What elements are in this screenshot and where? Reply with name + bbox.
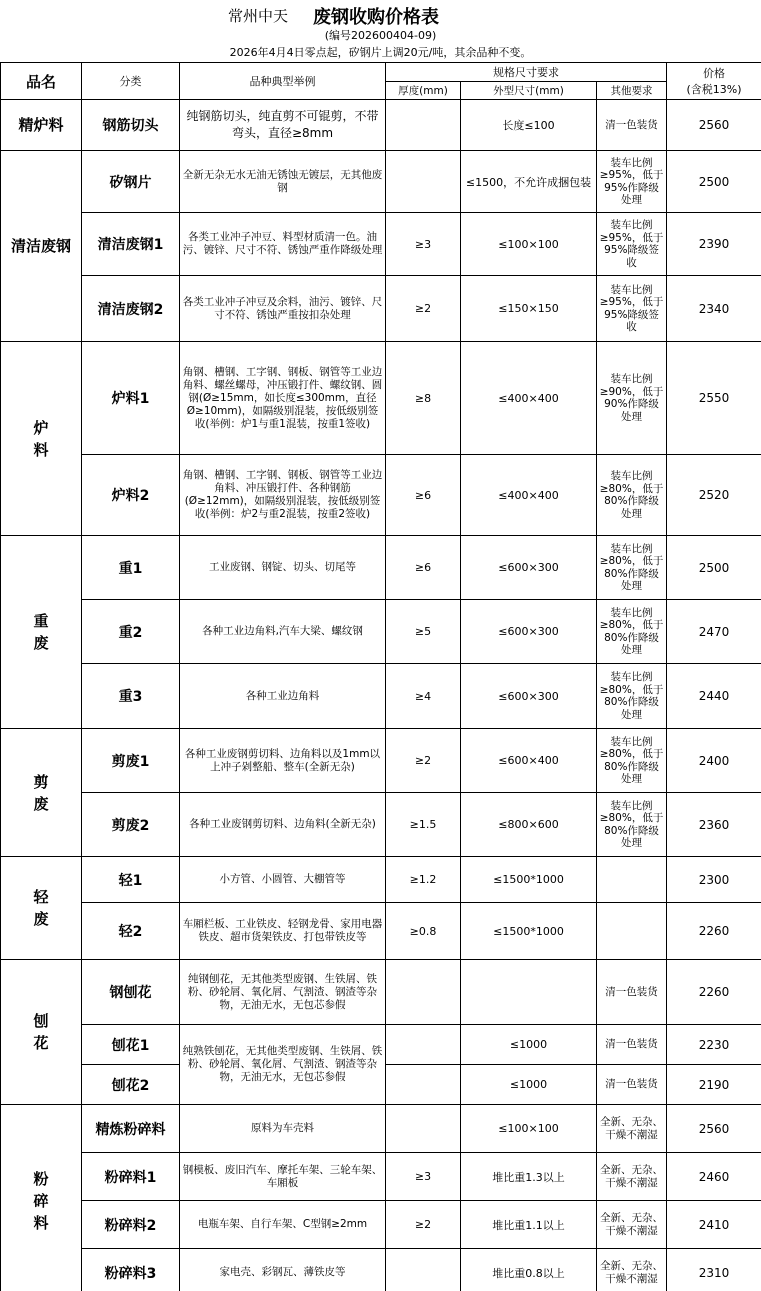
row-other: 全新、无杂、干燥不潮湿 — [597, 1249, 667, 1291]
row-thickness — [386, 960, 461, 1025]
row-example: 各种工业边角料,汽车大梁、螺纹钢 — [180, 600, 386, 664]
row-other: 装车比例≥80%，低于80%作降级处理 — [597, 793, 667, 857]
row-other — [597, 857, 667, 903]
row-thickness — [386, 151, 461, 213]
group-name: 清洁废钢 — [1, 151, 82, 342]
row-category: 钢筋切头 — [82, 100, 180, 151]
row-category: 清洁废钢1 — [82, 213, 180, 276]
row-price: 2260 — [667, 960, 761, 1025]
row-price: 2390 — [667, 213, 761, 276]
table-row — [1, 213, 761, 276]
table-row — [1, 729, 761, 793]
row-price: 2550 — [667, 342, 761, 455]
row-category: 矽钢片 — [82, 151, 180, 213]
row-price: 2470 — [667, 600, 761, 664]
row-other — [597, 903, 667, 960]
table-row — [1, 1153, 761, 1201]
row-size: 堆比重1.1以上 — [461, 1201, 597, 1249]
row-example: 各种工业废钢剪切料、边角料(全新无杂) — [180, 793, 386, 857]
row-price: 2230 — [667, 1025, 761, 1065]
row-size: 长度≤100 — [461, 100, 597, 151]
row-example: 纯钢刨花，无其他类型废钢、生铁屑、铁粉、砂轮屑、氧化屑、气割渣、钢渣等杂物，无油无水，无包芯参假 — [180, 960, 386, 1025]
table-row — [1, 100, 761, 151]
row-thickness: ≥3 — [386, 213, 461, 276]
row-thickness: ≥2 — [386, 276, 461, 342]
table-row — [1, 903, 761, 960]
row-price: 2300 — [667, 857, 761, 903]
table-row — [1, 1201, 761, 1249]
row-price: 2340 — [667, 276, 761, 342]
row-category: 炉料2 — [82, 455, 180, 536]
row-size: ≤600×300 — [461, 664, 597, 729]
row-other: 清一色装货 — [597, 960, 667, 1025]
row-other: 清一色装货 — [597, 1065, 667, 1105]
row-thickness — [386, 1025, 461, 1065]
row-thickness: ≥6 — [386, 455, 461, 536]
row-size: ≤600×400 — [461, 729, 597, 793]
header-other: 其他要求 — [597, 82, 667, 100]
row-other: 装车比例≥90%，低于90%作降级处理 — [597, 342, 667, 455]
row-price: 2360 — [667, 793, 761, 857]
group-name: 轻 废 — [1, 857, 82, 960]
row-category: 精炼粉碎料 — [82, 1105, 180, 1153]
row-example: 纯钢筋切头，纯直剪不可锟剪，不带弯头，直径≥8mm — [180, 100, 386, 151]
row-price: 2460 — [667, 1153, 761, 1201]
row-size: ≤100×100 — [461, 213, 597, 276]
row-category: 剪废1 — [82, 729, 180, 793]
row-category: 刨花2 — [82, 1065, 180, 1105]
table-row — [1, 1105, 761, 1153]
row-price: 2440 — [667, 664, 761, 729]
row-example: 家电壳、彩钢瓦、薄铁皮等 — [180, 1249, 386, 1291]
row-thickness: ≥1.2 — [386, 857, 461, 903]
row-example: 各类工业冲子冲豆、料型材质清一色。油污、镀锌、尺寸不符、锈蚀严重作降级处理 — [180, 213, 386, 276]
table-row — [1, 1025, 761, 1065]
row-thickness — [386, 100, 461, 151]
row-thickness — [386, 1249, 461, 1291]
header-price-note: (含税13%) — [686, 83, 742, 96]
row-example: 小方管、小圆管、大棚管等 — [180, 857, 386, 903]
header-price — [667, 63, 761, 100]
row-example: 各类工业冲子冲豆及余料，油污、镀锌、尺寸不符、锈蚀严重按扣杂处理 — [180, 276, 386, 342]
header-spec-group: 规格尺寸要求 — [386, 63, 667, 82]
table-row — [1, 1249, 761, 1291]
row-other: 装车比例≥95%，低于95%降级签收 — [597, 276, 667, 342]
row-other: 清一色装货 — [597, 100, 667, 151]
row-size: ≤800×600 — [461, 793, 597, 857]
row-thickness: ≥3 — [386, 1153, 461, 1201]
row-thickness: ≥6 — [386, 536, 461, 600]
row-thickness — [386, 1105, 461, 1153]
header-row — [1, 63, 761, 82]
row-price: 2260 — [667, 903, 761, 960]
table-row — [1, 455, 761, 536]
row-other: 装车比例≥80%，低于80%作降级处理 — [597, 600, 667, 664]
table-row — [1, 960, 761, 1025]
header-examples: 品种典型举例 — [180, 63, 386, 100]
row-thickness: ≥5 — [386, 600, 461, 664]
row-example: 各种工业废钢剪切料、边角料以及1mm以上冲子剁整船、整车(全新无杂) — [180, 729, 386, 793]
row-category: 钢刨花 — [82, 960, 180, 1025]
table-row — [1, 536, 761, 600]
row-other: 装车比例≥80%，低于80%作降级处理 — [597, 455, 667, 536]
row-other: 全新、无杂、干燥不潮湿 — [597, 1201, 667, 1249]
row-size: ≤400×400 — [461, 455, 597, 536]
row-category: 轻1 — [82, 857, 180, 903]
row-category: 剪废2 — [82, 793, 180, 857]
row-other: 全新、无杂、干燥不潮湿 — [597, 1153, 667, 1201]
row-size: ≤600×300 — [461, 536, 597, 600]
header-category: 分类 — [82, 63, 180, 100]
row-example: 全新无杂无水无油无锈蚀无镀层，无其他废钢 — [180, 151, 386, 213]
row-price: 2500 — [667, 536, 761, 600]
table-row — [1, 600, 761, 664]
row-price: 2190 — [667, 1065, 761, 1105]
row-other: 装车比例≥80%，低于80%作降级处理 — [597, 729, 667, 793]
price-table — [0, 62, 761, 1291]
row-example: 工业废钢、钢锭、切头、切尾等 — [180, 536, 386, 600]
row-example: 角钢、槽钢、工字钢、钢板、钢管等工业边角料、冲压锻打件、各种钢筋(Ø≥12mm)，如隔级别混装，按低级别签收(举例：炉2与重2混装，按重2签收) — [180, 455, 386, 536]
row-thickness — [386, 1065, 461, 1105]
row-price: 2410 — [667, 1201, 761, 1249]
row-price: 2400 — [667, 729, 761, 793]
group-name: 炉 料 — [1, 342, 82, 536]
row-size: ≤1000 — [461, 1025, 597, 1065]
row-thickness: ≥0.8 — [386, 903, 461, 960]
row-category: 炉料1 — [82, 342, 180, 455]
row-other: 装车比例≥95%，低于95%作降级处理 — [597, 151, 667, 213]
row-size: ≤100×100 — [461, 1105, 597, 1153]
row-size — [461, 960, 597, 1025]
group-name: 粉 碎 料 — [1, 1105, 82, 1291]
row-size: ≤600×300 — [461, 600, 597, 664]
table-row — [1, 342, 761, 455]
row-example: 角钢、槽钢、工字钢、钢板、钢管等工业边角料、螺丝螺母，冲压锻打件、螺纹钢、圆钢(Ø≥15mm，如长度≤300mm，直径Ø≥10mm)，如隔级别混装，按低级别签收(举例：炉1与重1混装，按重1签收) — [180, 342, 386, 455]
row-price: 2520 — [667, 455, 761, 536]
page-title: 废钢收购价格表 — [313, 7, 439, 28]
header-price-title: 价格 — [703, 67, 726, 80]
header-thickness: 厚度(mm) — [386, 82, 461, 100]
title-row — [0, 0, 761, 28]
document-code: (编号202600404-09) — [324, 29, 437, 42]
row-size: ≤1500，不允许成捆包装 — [461, 151, 597, 213]
table-row — [1, 857, 761, 903]
row-size: 堆比重0.8以上 — [461, 1249, 597, 1291]
row-other: 装车比例≥95%，低于95%降级签收 — [597, 213, 667, 276]
row-example: 各种工业边角料 — [180, 664, 386, 729]
row-price: 2500 — [667, 151, 761, 213]
row-size: ≤1500*1000 — [461, 903, 597, 960]
row-size: ≤150×150 — [461, 276, 597, 342]
row-category: 粉碎料1 — [82, 1153, 180, 1201]
row-category: 粉碎料3 — [82, 1249, 180, 1291]
row-size: ≤400×400 — [461, 342, 597, 455]
row-category: 清洁废钢2 — [82, 276, 180, 342]
header-size: 外型尺寸(mm) — [461, 82, 597, 100]
row-category: 重3 — [82, 664, 180, 729]
row-category: 轻2 — [82, 903, 180, 960]
row-thickness: ≥2 — [386, 729, 461, 793]
row-example: 钢模板、废旧汽车、摩托车架、三轮车架、车厢板 — [180, 1153, 386, 1201]
row-price: 2560 — [667, 1105, 761, 1153]
row-category: 刨花1 — [82, 1025, 180, 1065]
row-other: 装车比例≥80%，低于80%作降级处理 — [597, 664, 667, 729]
table-row — [1, 664, 761, 729]
row-category: 重1 — [82, 536, 180, 600]
row-example: 电瓶车架、自行车架、C型钢≥2mm — [180, 1201, 386, 1249]
row-example: 车厢栏板、工业铁皮、轻钢龙骨、家用电器铁皮、超市货架铁皮、打包带铁皮等 — [180, 903, 386, 960]
row-price: 2560 — [667, 100, 761, 151]
table-row — [1, 151, 761, 213]
row-other: 装车比例≥80%，低于80%作降级处理 — [597, 536, 667, 600]
row-thickness: ≥2 — [386, 1201, 461, 1249]
row-example: 原料为车壳料 — [180, 1105, 386, 1153]
row-price: 2310 — [667, 1249, 761, 1291]
row-thickness: ≥4 — [386, 664, 461, 729]
row-thickness: ≥1.5 — [386, 793, 461, 857]
row-thickness: ≥8 — [386, 342, 461, 455]
company-name: 常州中天 — [228, 7, 289, 25]
group-name: 剪 废 — [1, 729, 82, 857]
group-name: 刨 花 — [1, 960, 82, 1105]
table-row — [1, 276, 761, 342]
group-name: 精炉料 — [1, 100, 82, 151]
price-notice: 2026年4月4日零点起，矽钢片上调20元/吨，其余品种不变。 — [229, 46, 532, 59]
header-name: 品名 — [1, 63, 82, 100]
table-row — [1, 793, 761, 857]
row-size: ≤1500*1000 — [461, 857, 597, 903]
row-other: 全新、无杂、干燥不潮湿 — [597, 1105, 667, 1153]
row-category: 重2 — [82, 600, 180, 664]
row-size: 堆比重1.3以上 — [461, 1153, 597, 1201]
row-category: 粉碎料2 — [82, 1201, 180, 1249]
row-example: 纯熟铁刨花，无其他类型废钢、生铁屑、铁粉、砂轮屑、氧化屑、气割渣、钢渣等杂物，无油无水，无包芯参假 — [180, 1025, 386, 1105]
group-name: 重 废 — [1, 536, 82, 729]
row-other: 清一色装货 — [597, 1025, 667, 1065]
row-size: ≤1000 — [461, 1065, 597, 1105]
